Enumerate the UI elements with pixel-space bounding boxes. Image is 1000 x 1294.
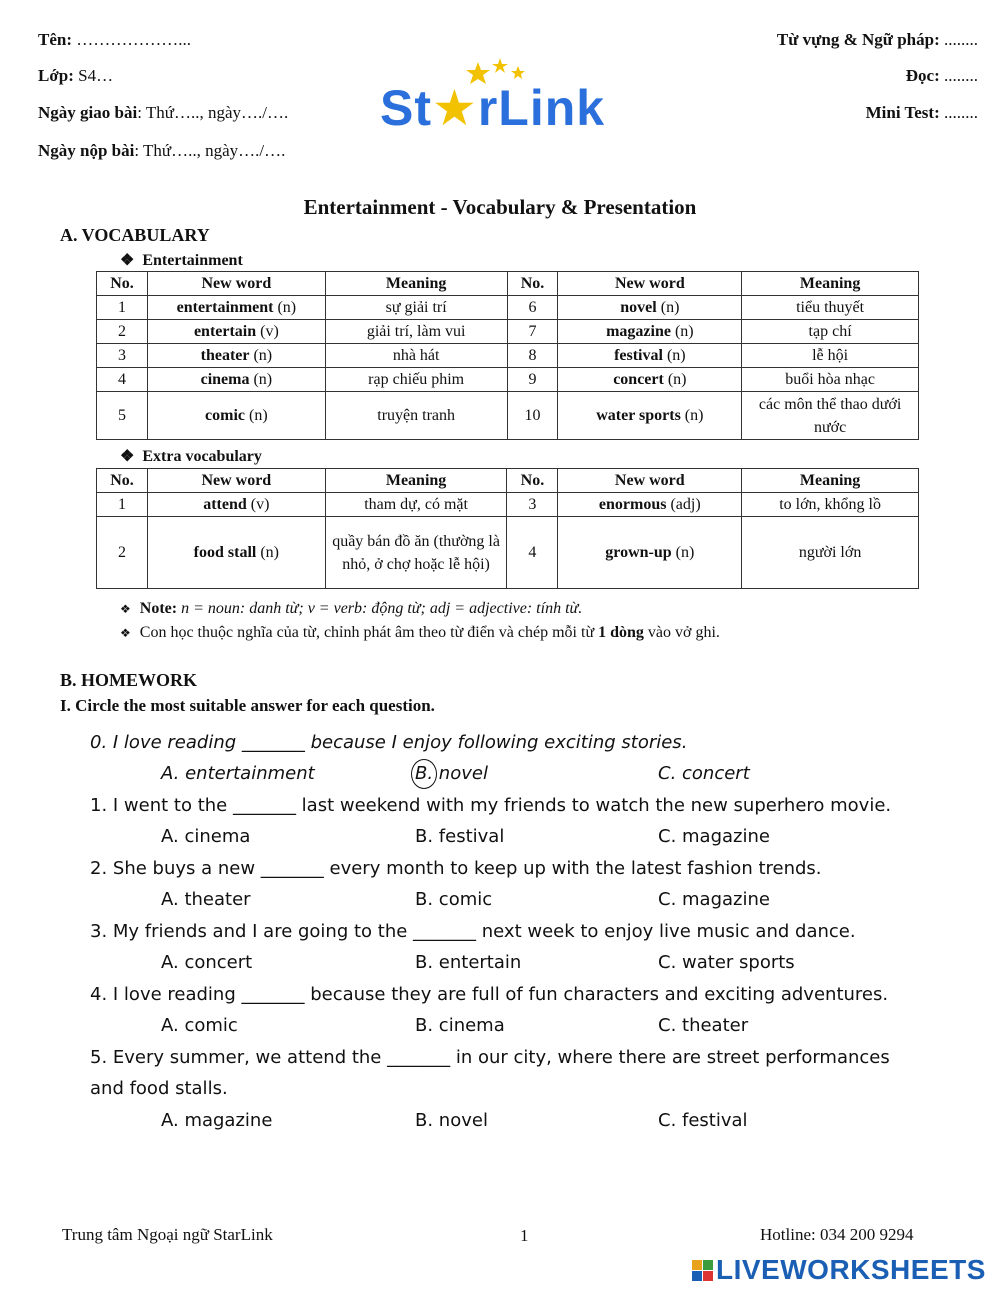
word-text: comic bbox=[205, 407, 246, 424]
option-text: A. concert bbox=[161, 952, 253, 973]
header-cell: No. bbox=[507, 469, 558, 493]
question-4-option-a[interactable] bbox=[161, 1014, 238, 1038]
option-text: B. comic bbox=[415, 889, 493, 910]
page-number: 1 bbox=[520, 1226, 529, 1245]
minitest-score: Mini Test: ........ bbox=[865, 103, 978, 122]
header-cell: Meaning bbox=[325, 272, 507, 296]
word-type: (n) bbox=[684, 407, 704, 424]
cell-new-word bbox=[558, 392, 742, 440]
assign-date-line: Ngày giao bài: Thứ….., ngày…./…. bbox=[38, 103, 289, 122]
extra-vocabulary-subtitle: ❖ Extra vocabulary bbox=[120, 448, 262, 465]
word-text: concert bbox=[613, 371, 664, 388]
cell-number: 3 bbox=[507, 493, 558, 517]
question-text: 3. My friends and I are going to the _______ next week to enjoy live music and dance. bbox=[90, 921, 856, 942]
word-text: water sports bbox=[596, 407, 681, 424]
answer-circle bbox=[411, 759, 437, 789]
cell-meaning: tạp chí bbox=[742, 320, 919, 344]
question-text: 5. Every summer, we attend the _______ in our city, where there are street performances bbox=[90, 1047, 890, 1068]
task-title: I. Circle the most suitable answer for each question. bbox=[60, 696, 435, 715]
word-text: enormous bbox=[598, 496, 667, 513]
option-text: A. comic bbox=[161, 1015, 238, 1036]
table-header-row bbox=[97, 469, 919, 493]
cell-meaning: truyện tranh bbox=[325, 392, 507, 440]
question-text-continued: and food stalls. bbox=[90, 1078, 228, 1099]
page-title: Entertainment - Vocabulary & Presentation bbox=[303, 195, 697, 219]
cell-meaning: buổi hòa nhạc bbox=[742, 368, 919, 392]
cell-number: 2 bbox=[97, 517, 148, 589]
question-text: 4. I love reading _______ because they are full of fun characters and exciting adventures. bbox=[90, 984, 889, 1005]
cell-number: 6 bbox=[507, 296, 558, 320]
homework-section-title: B. HOMEWORK bbox=[60, 670, 198, 690]
cell-new-word bbox=[147, 320, 325, 344]
bullet-icon: ❖ bbox=[120, 602, 140, 616]
question-4-option-c[interactable] bbox=[658, 1014, 748, 1038]
cell-number: 10 bbox=[507, 392, 558, 440]
header-cell: Meaning bbox=[742, 272, 919, 296]
cell-new-word bbox=[558, 517, 742, 589]
question-0-option-a[interactable] bbox=[161, 762, 315, 786]
option-text: B. festival bbox=[415, 826, 505, 847]
table-row bbox=[97, 368, 919, 392]
bullet-icon: ❖ bbox=[120, 252, 143, 269]
question-3-option-b[interactable] bbox=[415, 951, 521, 975]
question-1-option-c[interactable] bbox=[658, 825, 770, 849]
word-text: magazine bbox=[606, 323, 671, 340]
instruction-line: ❖ Con học thuộc nghĩa của từ, chỉnh phát âm theo từ điển và chép mỗi từ 1 dòng vào vở ghi. bbox=[120, 624, 720, 641]
cell-new-word bbox=[147, 392, 325, 440]
question-text: 1. I went to the _______ last weekend with my friends to watch the new superhero movie. bbox=[90, 795, 892, 816]
cell-meaning: rạp chiếu phim bbox=[325, 368, 507, 392]
word-text: cinema bbox=[200, 371, 250, 388]
word-type: (v) bbox=[250, 496, 270, 513]
question-5-option-a[interactable] bbox=[161, 1109, 272, 1133]
cell-meaning: người lớn bbox=[742, 517, 919, 589]
cell-meaning: các môn thể thao dưới nước bbox=[742, 392, 919, 440]
liveworksheets-watermark: LIVEWORKSHEETS bbox=[692, 1254, 986, 1286]
option-text: A. theater bbox=[161, 889, 251, 910]
word-text: entertain bbox=[193, 323, 257, 340]
bullet-icon: ❖ bbox=[120, 626, 140, 640]
header-cell: New word bbox=[147, 272, 325, 296]
question-text: 2. She buys a new _______ every month to keep up with the latest fashion trends. bbox=[90, 858, 822, 879]
header-cell: Meaning bbox=[325, 469, 507, 493]
cell-number: 1 bbox=[97, 493, 148, 517]
word-type: (adj) bbox=[670, 496, 701, 513]
question-5-option-c[interactable] bbox=[658, 1109, 748, 1133]
word-type: (n) bbox=[260, 544, 279, 561]
option-text: B. novel bbox=[415, 763, 488, 784]
liveworksheets-logo-icon bbox=[692, 1260, 713, 1281]
cell-new-word bbox=[558, 320, 742, 344]
table-row bbox=[97, 517, 919, 589]
table-row bbox=[97, 344, 919, 368]
question-0-option-b[interactable] bbox=[415, 762, 488, 786]
cell-new-word bbox=[558, 368, 742, 392]
option-text: B. cinema bbox=[415, 1015, 505, 1036]
header-cell: No. bbox=[507, 272, 558, 296]
word-type: (n) bbox=[674, 323, 694, 340]
option-text: C. theater bbox=[658, 1015, 749, 1036]
cell-meaning: nhà hát bbox=[325, 344, 507, 368]
cell-new-word bbox=[147, 517, 325, 589]
word-text: novel bbox=[620, 299, 657, 316]
word-type: (n) bbox=[667, 371, 687, 388]
submit-date-line: Ngày nộp bài: Thứ….., ngày…./…. bbox=[38, 141, 286, 160]
question-2-option-a[interactable] bbox=[161, 888, 251, 912]
reading-score: Đọc: ........ bbox=[905, 66, 978, 85]
question-2-option-c[interactable] bbox=[658, 888, 770, 912]
question-0-option-c[interactable] bbox=[658, 762, 750, 786]
cell-number: 9 bbox=[507, 368, 558, 392]
cell-number: 3 bbox=[97, 344, 148, 368]
cell-meaning: lễ hội bbox=[742, 344, 919, 368]
cell-meaning: tham dự, có mặt bbox=[325, 493, 507, 517]
question-1-option-b[interactable] bbox=[415, 825, 504, 849]
word-type: (n) bbox=[666, 347, 686, 364]
cell-new-word bbox=[147, 296, 325, 320]
word-text: festival bbox=[614, 347, 663, 364]
cell-number: 1 bbox=[97, 296, 148, 320]
cell-number: 4 bbox=[507, 517, 558, 589]
cell-meaning: to lớn, khổng lồ bbox=[742, 493, 919, 517]
word-type: (n) bbox=[253, 347, 273, 364]
question-text: 0. I love reading _______ because I enjoy following exciting stories. bbox=[90, 732, 688, 753]
word-text: theater bbox=[200, 347, 250, 364]
cell-new-word bbox=[147, 368, 325, 392]
word-text: grown-up bbox=[605, 544, 672, 561]
logo-text: St★rLink bbox=[380, 80, 606, 136]
extra-vocabulary-table bbox=[96, 468, 919, 589]
word-type: (n) bbox=[660, 299, 680, 316]
word-text: entertainment bbox=[176, 299, 274, 316]
option-text: B. novel bbox=[415, 1110, 488, 1131]
note-line: ❖ Note: n = noun: danh từ; v = verb: động từ; adj = adjective: tính từ. bbox=[120, 600, 583, 617]
footer-center-name: Trung tâm Ngoại ngữ StarLink bbox=[62, 1225, 273, 1244]
bullet-icon: ❖ bbox=[120, 448, 143, 465]
cell-meaning: giải trí, làm vui bbox=[325, 320, 507, 344]
header-cell: No. bbox=[97, 272, 148, 296]
cell-new-word bbox=[558, 493, 742, 517]
cell-new-word bbox=[147, 493, 325, 517]
option-text: C. festival bbox=[658, 1110, 748, 1131]
option-text: C. water sports bbox=[658, 952, 795, 973]
cell-number: 7 bbox=[507, 320, 558, 344]
question-3-option-c[interactable] bbox=[658, 951, 795, 975]
vocabulary-section-title: A. VOCABULARY bbox=[60, 225, 210, 245]
question-3-option-a[interactable] bbox=[161, 951, 252, 975]
table-row bbox=[97, 493, 919, 517]
cell-number: 5 bbox=[97, 392, 148, 440]
word-type: (n) bbox=[675, 544, 695, 561]
option-text: A. magazine bbox=[161, 1110, 273, 1131]
header-cell: New word bbox=[558, 469, 742, 493]
question-2-option-b[interactable] bbox=[415, 888, 492, 912]
header-cell: New word bbox=[558, 272, 742, 296]
option-text: A. cinema bbox=[161, 826, 251, 847]
entertainment-subtitle: ❖ Entertainment bbox=[120, 252, 243, 269]
cell-number: 2 bbox=[97, 320, 148, 344]
cell-new-word bbox=[147, 344, 325, 368]
word-type: (v) bbox=[260, 323, 279, 340]
option-text: B. entertain bbox=[415, 952, 522, 973]
name-line: Tên: ………………... bbox=[38, 30, 191, 49]
entertainment-table bbox=[96, 271, 919, 440]
table-row bbox=[97, 392, 919, 440]
word-type: (n) bbox=[249, 407, 268, 424]
cell-new-word bbox=[558, 344, 742, 368]
header-cell: No. bbox=[97, 469, 148, 493]
word-text: attend bbox=[203, 496, 247, 513]
option-text: C. magazine bbox=[658, 889, 770, 910]
table-header-row bbox=[97, 272, 919, 296]
cell-meaning: quầy bán đồ ăn (thường là nhỏ, ở chợ hoặc lễ hội) bbox=[325, 517, 507, 589]
cell-number: 4 bbox=[97, 368, 148, 392]
question-4-option-b[interactable] bbox=[415, 1014, 505, 1038]
word-text: food stall bbox=[193, 544, 257, 561]
question-1-option-a[interactable] bbox=[161, 825, 250, 849]
option-text: C. magazine bbox=[658, 826, 770, 847]
cell-number: 8 bbox=[507, 344, 558, 368]
word-type: (n) bbox=[253, 371, 273, 388]
word-type: (n) bbox=[277, 299, 297, 316]
header-cell: Meaning bbox=[742, 469, 919, 493]
cell-meaning: tiểu thuyết bbox=[742, 296, 919, 320]
hotline: Hotline: 034 200 9294 bbox=[760, 1225, 914, 1244]
table-row bbox=[97, 296, 919, 320]
starlink-logo bbox=[380, 58, 620, 138]
class-line: Lớp: S4… bbox=[38, 66, 114, 85]
cell-meaning: sự giải trí bbox=[325, 296, 507, 320]
option-text: A. entertainment bbox=[161, 763, 315, 784]
header-cell: New word bbox=[147, 469, 325, 493]
option-text: C. concert bbox=[658, 763, 750, 784]
table-row bbox=[97, 320, 919, 344]
question-5-option-b[interactable] bbox=[415, 1109, 488, 1133]
vocab-grammar-score: Từ vựng & Ngữ pháp: ........ bbox=[776, 30, 978, 49]
cell-new-word bbox=[558, 296, 742, 320]
